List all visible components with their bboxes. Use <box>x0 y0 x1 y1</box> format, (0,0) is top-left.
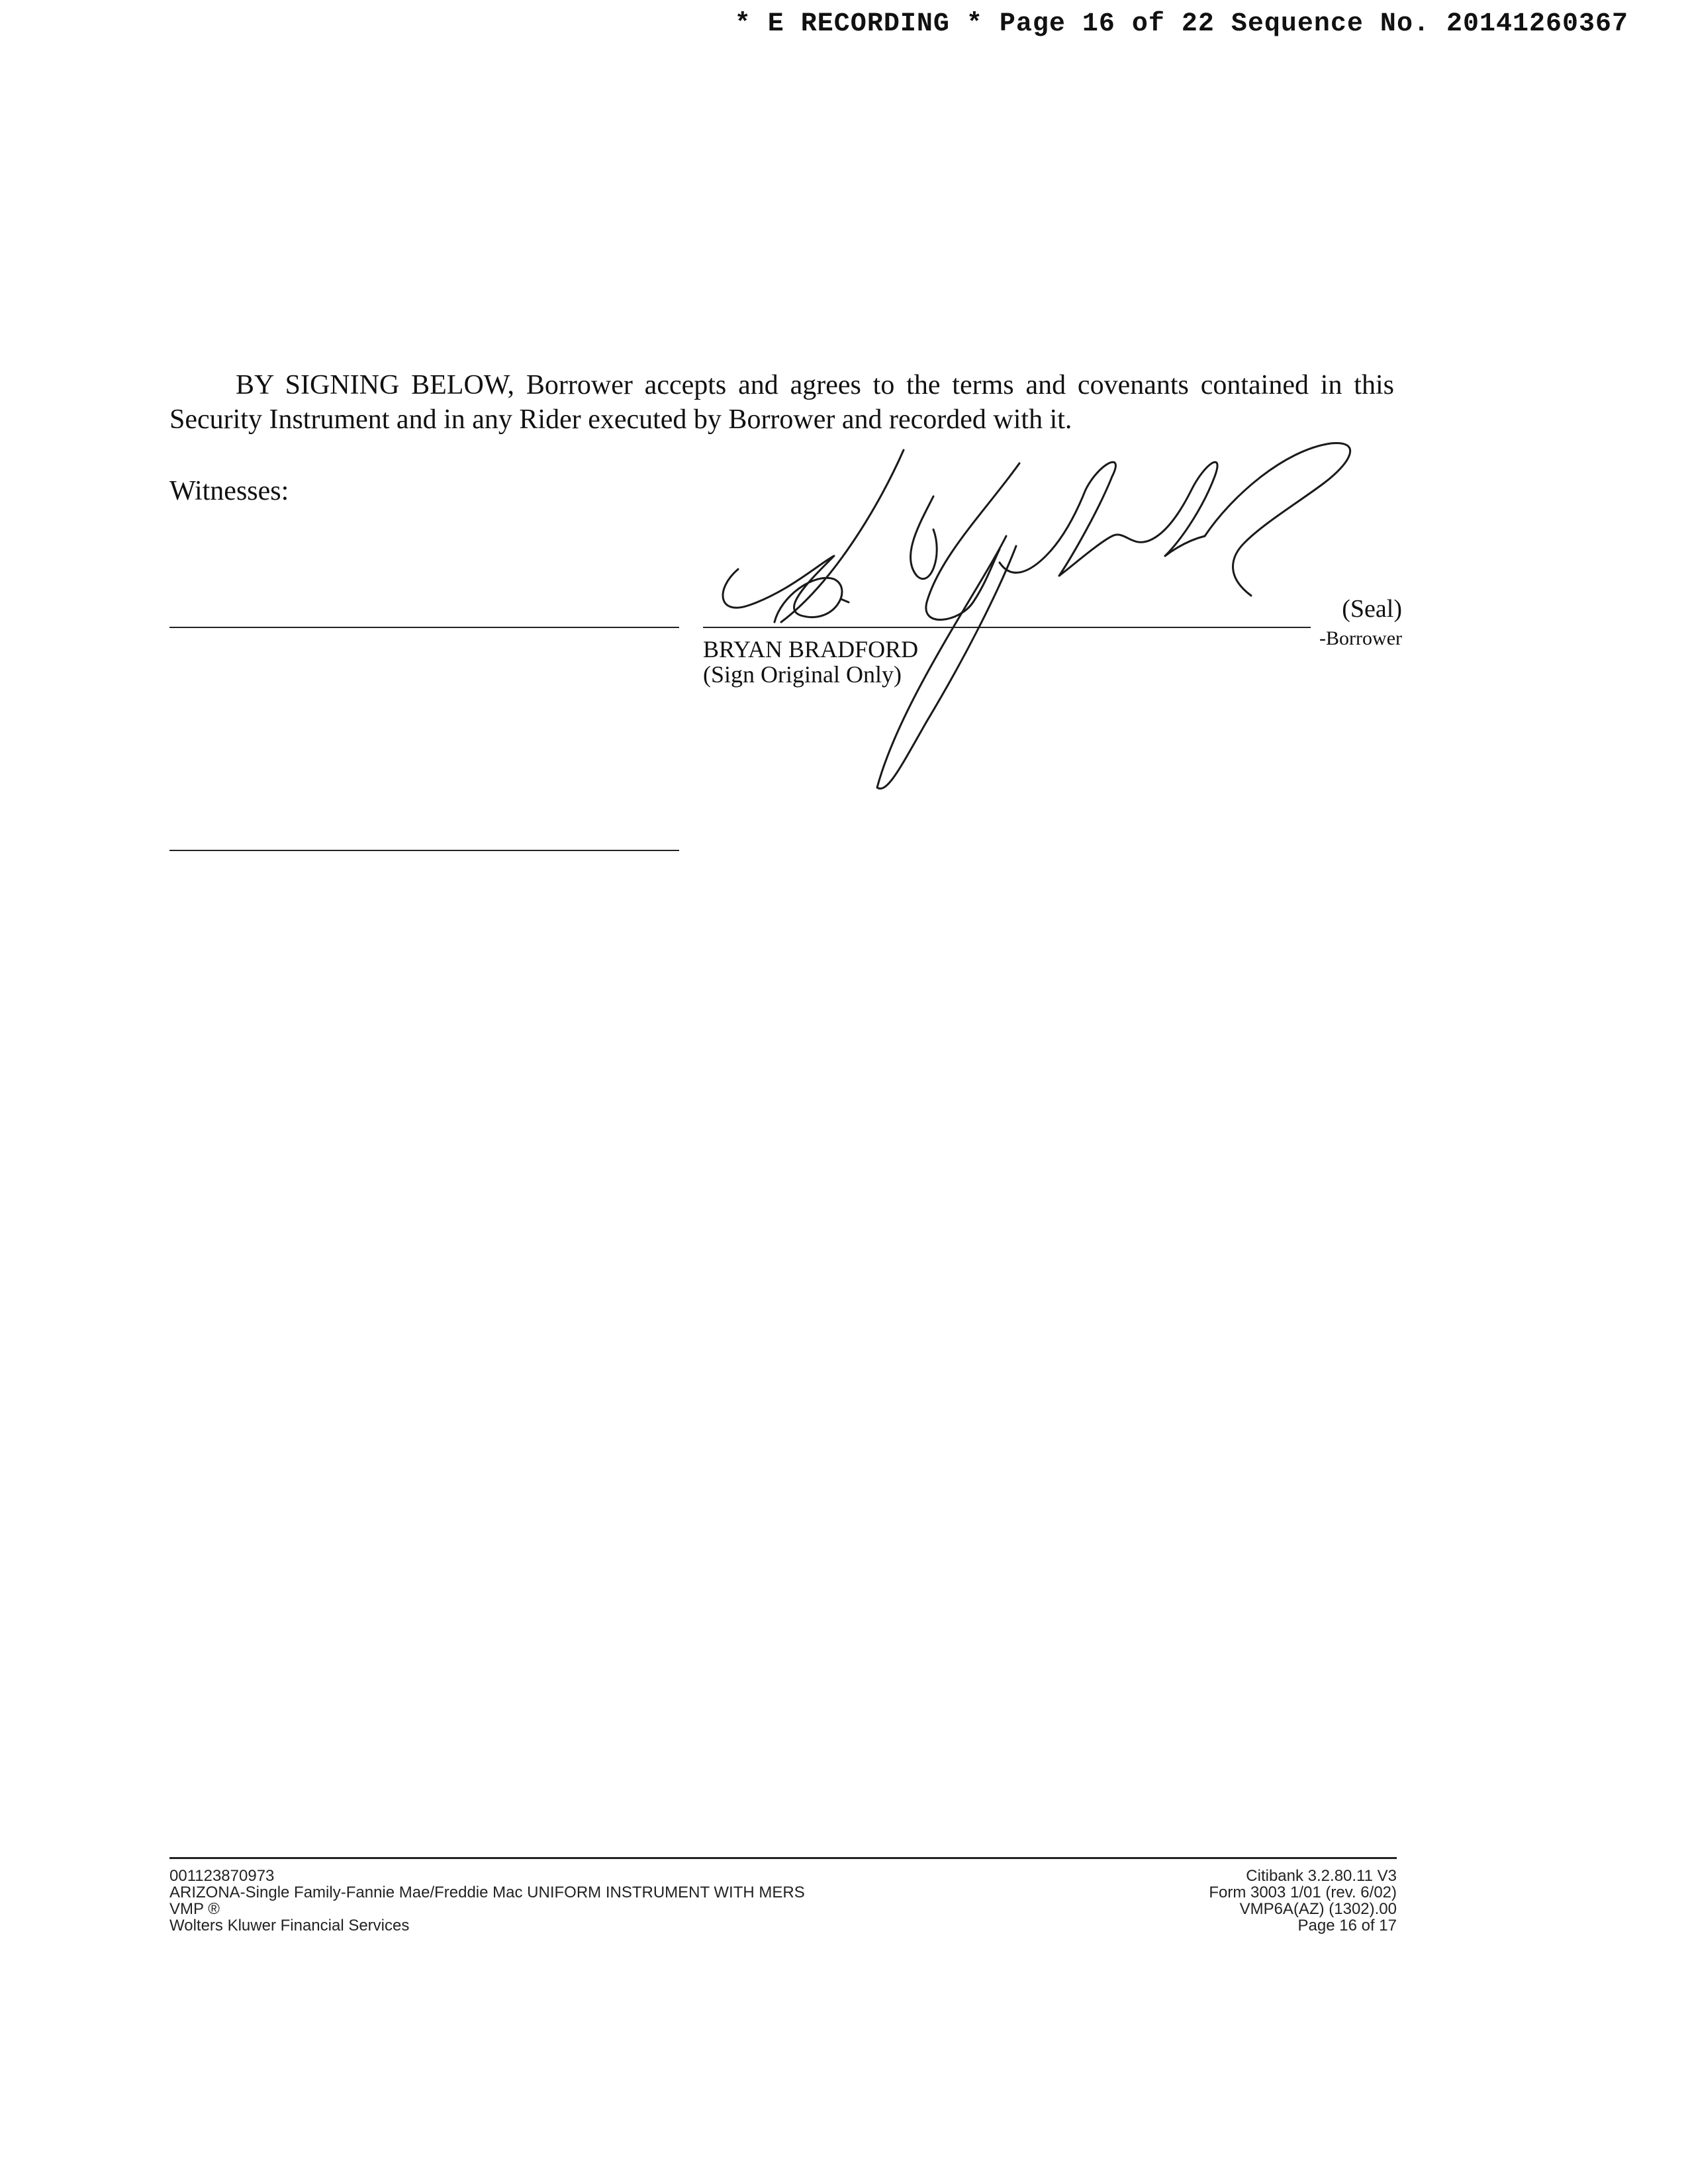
vmp-mark: VMP ® <box>169 1900 220 1918</box>
instrument-title: ARIZONA-Single Family-Fannie Mae/Freddie Mac UNIFORM INSTRUMENT WITH MERS <box>169 1884 805 1901</box>
loan-number: 001123870973 <box>169 1867 275 1885</box>
form-number: Form 3003 1/01 (rev. 6/02) <box>1209 1884 1397 1901</box>
publisher: Wolters Kluwer Financial Services <box>169 1917 410 1934</box>
footer-right <box>1209 1868 1397 1934</box>
witness-line-1 <box>169 627 679 628</box>
signer-note: (Sign Original Only) <box>703 661 902 688</box>
signing-statement: BY SIGNING BELOW, Borrower accepts and agrees to the terms and covenants contained in this Security Instrument and in any Rider executed by Borrower and recorded with it. <box>169 370 1394 435</box>
page-count: Page 16 of 17 <box>1297 1917 1397 1934</box>
recording-header: * E RECORDING * Page 16 of 22 Sequence No. 20141260367 <box>734 9 1628 39</box>
borrower-role-label: -Borrower <box>1319 627 1402 649</box>
signer-name: BRYAN BRADFORD <box>703 636 919 662</box>
footer-rule <box>169 1857 1397 1859</box>
footer-left <box>169 1868 805 1934</box>
witnesses-label: Witnesses: <box>169 476 289 506</box>
vmp-form-code: VMP6A(AZ) (1302).00 <box>1239 1900 1397 1918</box>
witness-line-2 <box>169 850 679 851</box>
handwritten-signature <box>702 424 1430 814</box>
software-version: Citibank 3.2.80.11 V3 <box>1246 1867 1397 1885</box>
seal-label: (Seal) <box>1342 595 1402 623</box>
